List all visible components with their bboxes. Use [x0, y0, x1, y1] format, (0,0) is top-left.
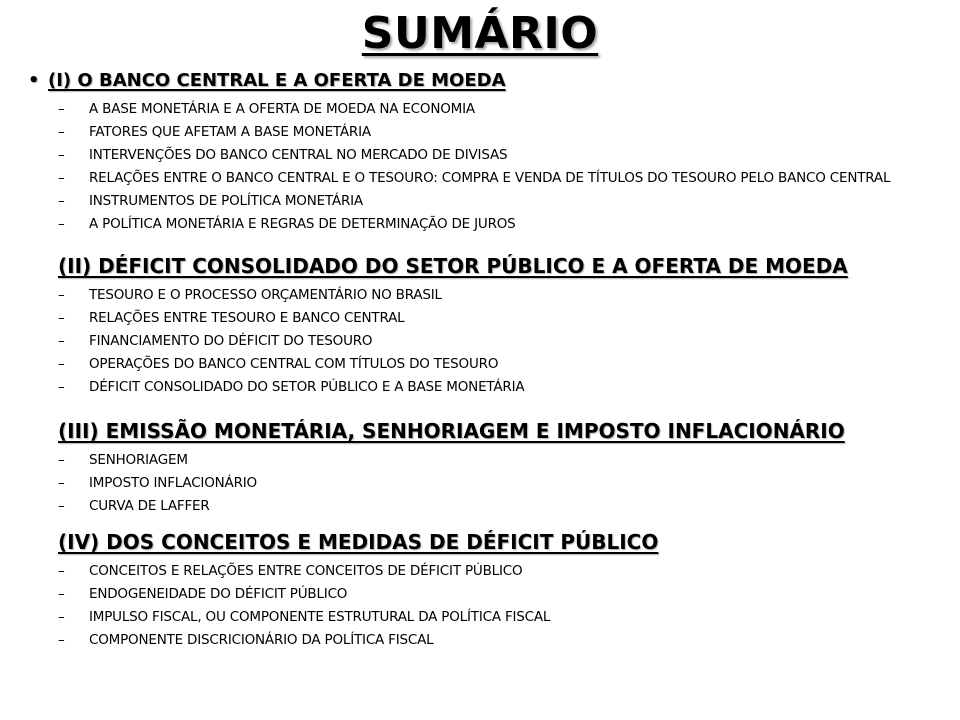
list-item-text: RELAÇÕES ENTRE TESOURO E BANCO CENTRAL [89, 310, 405, 326]
list-item [0, 288, 960, 303]
list-item [0, 102, 960, 117]
list-item-text: ENDOGENEIDADE DO DÉFICIT PÚBLICO [89, 586, 348, 602]
sub-list [0, 564, 960, 648]
sub-list [0, 102, 960, 232]
list-item-text: FATORES QUE AFETAM A BASE MONETÁRIA [89, 124, 371, 140]
list-item-text: SENHORIAGEM [89, 452, 188, 468]
list-item-text: FINANCIAMENTO DO DÉFICIT DO TESOURO [89, 333, 373, 349]
list-item-text: CONCEITOS E RELAÇÕES ENTRE CONCEITOS DE DÉFICIT PÚBLICO [89, 563, 523, 579]
dash-icon: – [58, 101, 65, 117]
dash-icon: – [58, 379, 65, 395]
dash-icon: – [58, 609, 65, 625]
section-heading-text: (III) EMISSÃO MONETÁRIA, SENHORIAGEM E IMPOSTO INFLACIONÁRIO [58, 419, 845, 443]
list-item-text: RELAÇÕES ENTRE O BANCO CENTRAL E O TESOURO: COMPRA E VENDA DE TÍTULOS DO TESOURO PELO BANCO CENTRAL [89, 170, 891, 186]
section-heading [0, 68, 960, 94]
bullet-dot-icon: • [28, 70, 40, 91]
list-item [0, 357, 960, 372]
list-item-text: OPERAÇÕES DO BANCO CENTRAL COM TÍTULOS DO TESOURO [89, 356, 499, 372]
dash-icon: – [58, 193, 65, 209]
list-item [0, 633, 960, 648]
list-item-text: INTERVENÇÕES DO BANCO CENTRAL NO MERCADO DE DIVISAS [89, 147, 508, 163]
dash-icon: – [58, 170, 65, 186]
sub-list [0, 288, 960, 395]
sub-list [0, 453, 960, 514]
list-item-text: A POLÍTICA MONETÁRIA E REGRAS DE DETERMINAÇÃO DE JUROS [89, 216, 516, 232]
section-heading-text: (IV) DOS CONCEITOS E MEDIDAS DE DÉFICIT PÚBLICO [58, 530, 659, 554]
list-item [0, 453, 960, 468]
dash-icon: – [58, 563, 65, 579]
section-3 [0, 417, 960, 514]
section-heading-text: (I) O BANCO CENTRAL E A OFERTA DE MOEDA [48, 70, 506, 91]
dash-icon: – [58, 310, 65, 326]
list-item [0, 194, 960, 209]
list-item [0, 125, 960, 140]
section-heading [0, 528, 960, 556]
list-item [0, 217, 960, 232]
dash-icon: – [58, 124, 65, 140]
list-item-text: A BASE MONETÁRIA E A OFERTA DE MOEDA NA ECONOMIA [89, 101, 475, 117]
dash-icon: – [58, 475, 65, 491]
list-item [0, 564, 960, 579]
list-item-text: TESOURO E O PROCESSO ORÇAMENTÁRIO NO BRASIL [89, 287, 442, 303]
dash-icon: – [58, 333, 65, 349]
section-heading-text: (II) DÉFICIT CONSOLIDADO DO SETOR PÚBLICO E A OFERTA DE MOEDA [58, 254, 848, 278]
dash-icon: – [58, 632, 65, 648]
dash-icon: – [58, 586, 65, 602]
section-2 [0, 252, 960, 395]
list-item-text: IMPULSO FISCAL, OU COMPONENTE ESTRUTURAL DA POLÍTICA FISCAL [89, 609, 551, 625]
dash-icon: – [58, 216, 65, 232]
dash-icon: – [58, 498, 65, 514]
section-4 [0, 528, 960, 648]
dash-icon: – [58, 147, 65, 163]
list-item [0, 499, 960, 514]
dash-icon: – [58, 452, 65, 468]
list-item [0, 587, 960, 602]
list-item-text: COMPONENTE DISCRICIONÁRIO DA POLÍTICA FISCAL [89, 632, 434, 648]
dash-icon: – [58, 287, 65, 303]
list-item [0, 380, 960, 395]
list-item-text: IMPOSTO INFLACIONÁRIO [89, 475, 257, 491]
section-heading [0, 417, 960, 445]
list-item [0, 171, 960, 186]
list-item [0, 334, 960, 349]
slide-content [0, 66, 960, 656]
list-item [0, 311, 960, 326]
list-item-text: CURVA DE LAFFER [89, 498, 210, 514]
list-item-text: DÉFICIT CONSOLIDADO DO SETOR PÚBLICO E A BASE MONETÁRIA [89, 379, 525, 395]
dash-icon: – [58, 356, 65, 372]
section-1 [0, 68, 960, 232]
section-heading [0, 252, 960, 280]
list-item [0, 476, 960, 491]
list-item [0, 610, 960, 625]
list-item-text: INSTRUMENTOS DE POLÍTICA MONETÁRIA [89, 193, 363, 209]
list-item [0, 148, 960, 163]
slide-title: SUMÁRIO [361, 8, 599, 59]
